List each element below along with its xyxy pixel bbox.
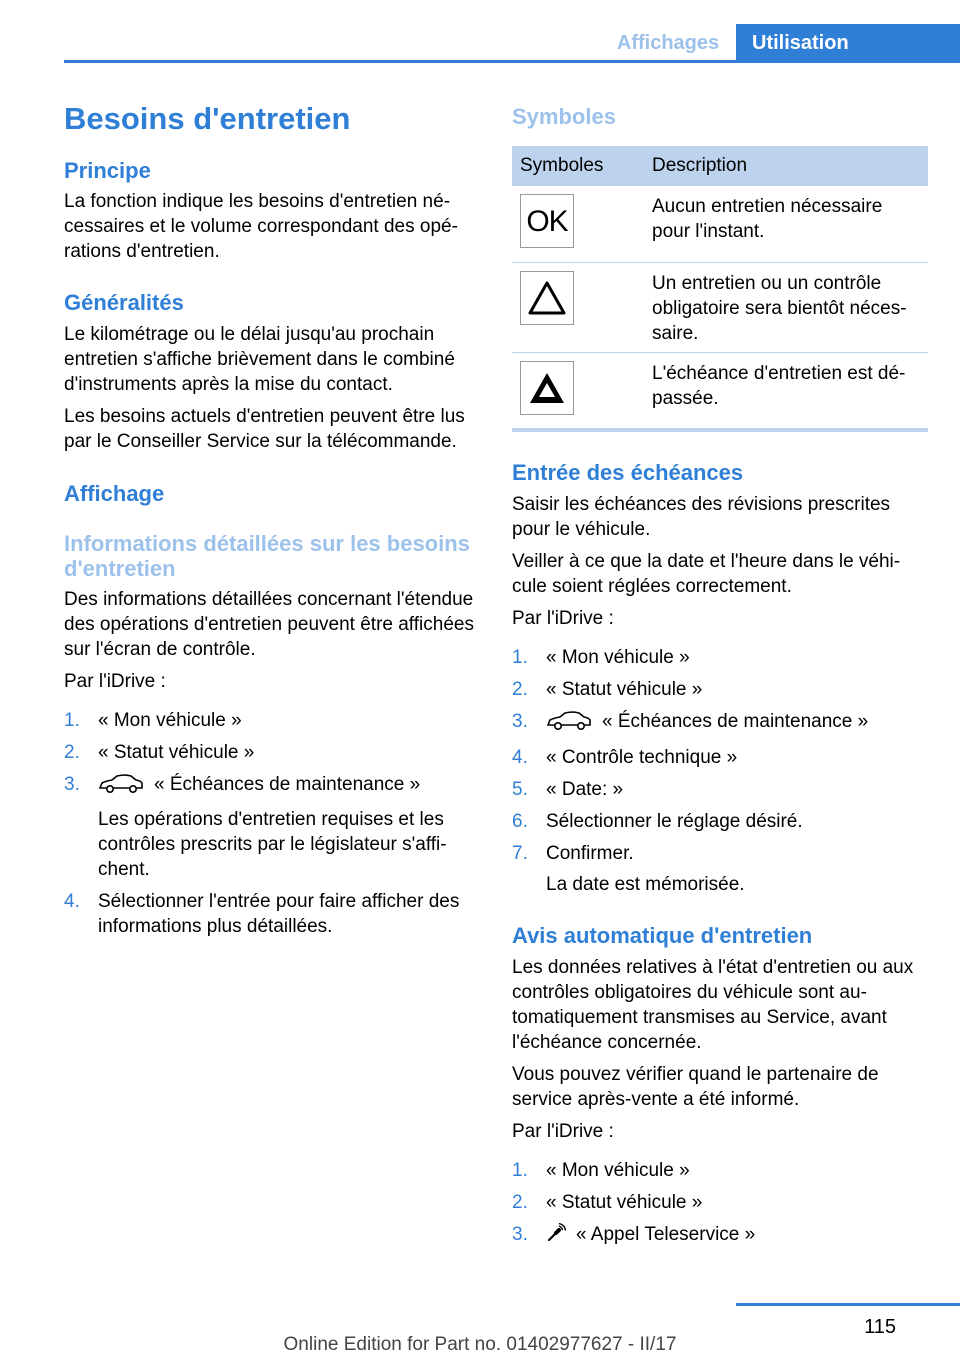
car-icon [546, 711, 592, 738]
right-column [512, 96, 928, 1250]
entree-paragraph-2: Veiller à ce que la date et l'heure dans le véhicule soient réglées correctement. [512, 551, 901, 597]
list-item: 4. « Contrôle technique » [512, 747, 738, 768]
overdue-triangle-icon [520, 361, 574, 415]
list-item: 2. « Statut véhicule » [512, 1192, 703, 1213]
table-row [512, 186, 928, 262]
avis-heading: Avis automatique d'entretien [512, 923, 813, 948]
par-idrive-label: Par l'iDrive : [512, 608, 614, 629]
infos-heading: Informations détaillées sur les besoins d'entretien [64, 531, 470, 581]
principe-heading: Principe [64, 158, 151, 183]
list-item: 2. « Statut véhicule » [64, 742, 255, 763]
generalites-paragraph-1: Le kilométrage ou le délai jusqu'au prochain entretien s'affiche brièvement dans le combiné d'instruments après la mise du contact. [64, 324, 455, 395]
table-bottom-rule [512, 428, 928, 432]
table-row [512, 262, 928, 352]
par-idrive-label: Par l'iDrive : [64, 671, 166, 692]
symbols-table [512, 146, 928, 428]
idrive-steps-list [64, 708, 482, 939]
list-item: 1. « Mon véhicule » [512, 647, 690, 668]
generalites-heading: Généralités [64, 290, 184, 315]
symbol-description: Un entretien ou un contrôle obligatoire sera bientôt nécessaire. [644, 262, 928, 352]
table-header-symbols: Symboles [512, 146, 644, 186]
car-icon [98, 774, 144, 801]
table-row [512, 352, 928, 428]
entree-steps-list [512, 645, 928, 897]
footer-rule [736, 1303, 960, 1306]
left-column [64, 96, 482, 939]
list-item: 1. « Mon véhicule » [512, 1160, 690, 1181]
list-item: 5. « Date: » [512, 779, 624, 800]
principe-text: La fonction indique les besoins d'entretien nécessaires et le volume correspondant des opérations d'entretien. [64, 191, 458, 262]
list-item: 1. « Mon véhicule » [64, 710, 242, 731]
list-item: 6. Sélectionner le réglage désiré. [512, 811, 803, 832]
list-item: 7. Confirmer. La date est mémorisée. [512, 843, 745, 895]
generalites-paragraph-2: Les besoins actuels d'entretien peuvent être lus par le Conseiller Service sur la télécommande. [64, 406, 465, 452]
page-title: Besoins d'entretien [64, 101, 351, 136]
table-header-description: Description [644, 146, 928, 186]
infos-text: Des informations détaillées concernant l'étendue des opérations d'entretien peuvent être affichées sur l'écran de contrôle. [64, 589, 474, 660]
tab-affichages[interactable]: Affichages [616, 32, 720, 54]
avis-paragraph-1: Les données relatives à l'état d'entretien ou aux contrôles obligatoires du véhicule sont automatiquement transmises au Service, avant l'échéance concernée. [512, 957, 914, 1053]
page-number: 115 [864, 1316, 896, 1338]
list-item: 3. « Échéances de maintenance » [512, 709, 928, 738]
entree-paragraph-1: Saisir les échéances des révisions prescrites pour le véhicule. [512, 494, 891, 540]
par-idrive-label: Par l'iDrive : [512, 1121, 614, 1142]
entree-heading: Entrée des échéances [512, 460, 744, 485]
header-rule [64, 60, 960, 63]
list-item: 3. « Échéances de maintenance » Les opérations d'entretien requises et les contrôles prescrits par le législateur s'affichent. [64, 774, 447, 880]
list-item: 2. « Statut véhicule » [512, 679, 703, 700]
avis-steps-list [512, 1158, 928, 1250]
avis-paragraph-2: Vous pouvez vérifier quand le partenaire de service après-vente a été informé. [512, 1064, 879, 1110]
list-item: 4. Sélectionner l'entrée pour faire afficher des informations plus détaillées. [64, 891, 460, 937]
symboles-heading: Symboles [512, 104, 616, 129]
list-item: 3. « Appel Teleservice » [512, 1222, 928, 1250]
symbol-description: Aucun entretien nécessaire pour l'instant. [644, 186, 928, 262]
affichage-heading: Affichage [64, 481, 165, 506]
warning-triangle-icon [520, 271, 574, 325]
teleservice-icon [546, 1223, 566, 1250]
symbol-description: L'échéance d'entretien est dépassée. [652, 362, 906, 409]
ok-icon: OK [520, 194, 574, 248]
edition-footer: Online Edition for Part no. 01402977627 - II/17 [283, 1334, 677, 1355]
tab-utilisation[interactable]: Utilisation [736, 24, 960, 62]
